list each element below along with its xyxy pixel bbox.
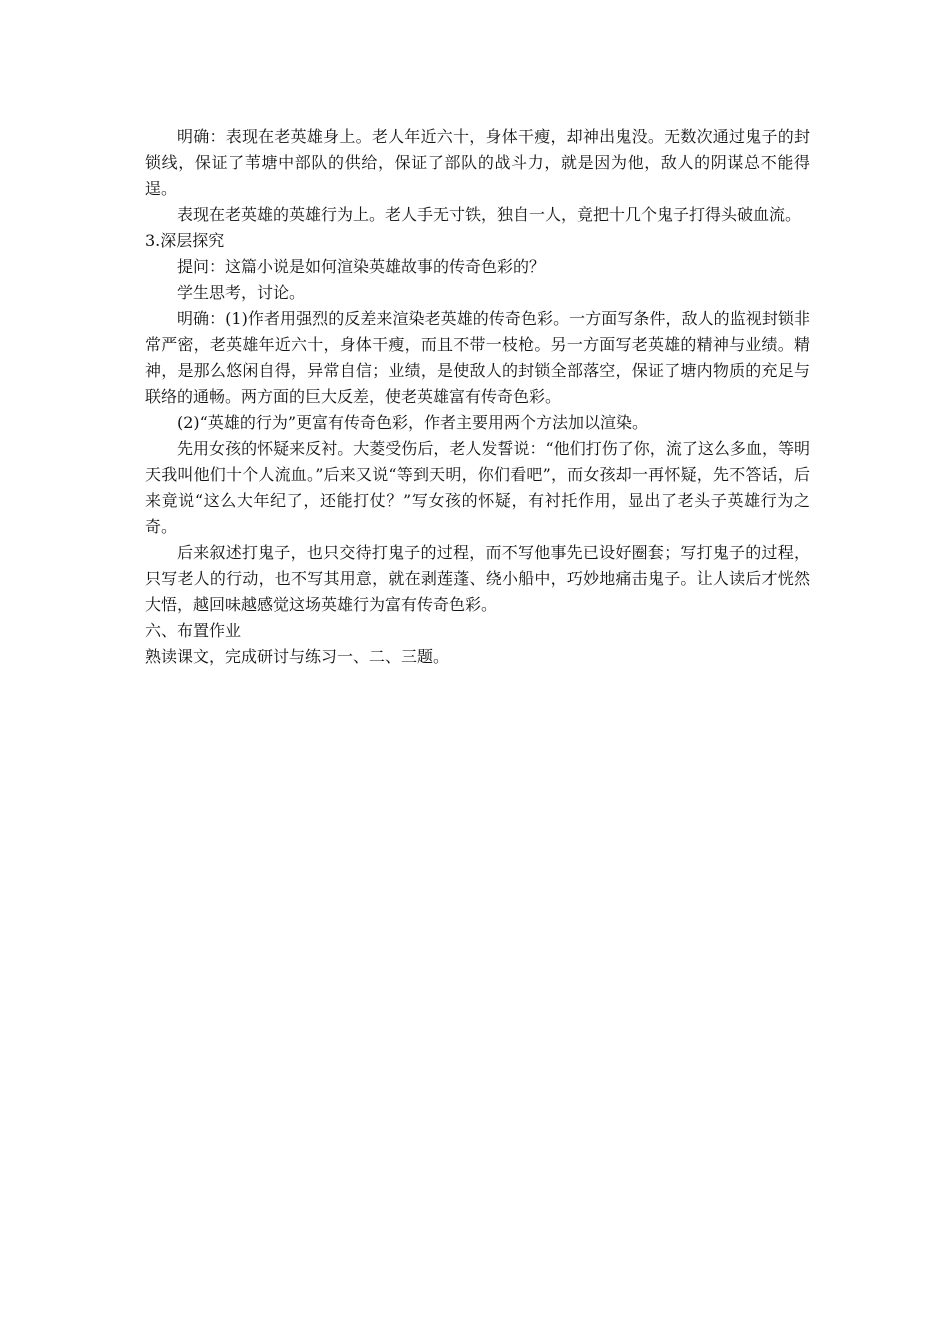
paragraph-answer-1: 明确：表现在老英雄身上。老人年近六十，身体干瘦，却神出鬼没。无数次通过鬼子的封锁线，保证了苇塘中部队的供给，保证了部队的战斗力，就是因为他，敌人的阴谋总不能得逞。 [145, 127, 810, 198]
paragraph-heroic-behavior: (2)“英雄的行为”更富有传奇色彩，作者主要用两个方法加以渲染。 [177, 413, 649, 432]
section-heading-deep-inquiry: 3.深层探究 [145, 231, 225, 250]
paragraph-homework: 熟读课文，完成研讨与练习一、二、三题。 [145, 647, 450, 666]
document-page [145, 124, 810, 670]
paragraph-question: 提问：这篇小说是如何渲染英雄故事的传奇色彩的？ [177, 257, 546, 276]
paragraph-girl-doubt: 先用女孩的怀疑来反衬。大菱受伤后，老人发誓说：“他们打伤了你，流了这么多血，等明天我叫他们十个人流血。”后来又说“等到天明，你们看吧”，而女孩却一再怀疑，先不答话，后来竟说“这么大年纪了，还能打仗？”写女孩的怀疑，有衬托作用，显出了老头子英雄行为之奇。 [145, 439, 810, 536]
paragraph-student-discussion: 学生思考，讨论。 [177, 283, 306, 302]
section-heading-homework: 六、布置作业 [145, 621, 242, 640]
paragraph-answer-2: 表现在老英雄的英雄行为上。老人手无寸铁，独自一人，竟把十几个鬼子打得头破血流。 [177, 205, 802, 224]
paragraph-fighting-narration: 后来叙述打鬼子，也只交待打鬼子的过程，而不写他事先已设好圈套；写打鬼子的过程，只写老人的行动，也不写其用意，就在剥莲蓬、绕小船中，巧妙地痛击鬼子。让人读后才恍然大悟，越回味越感觉这场英雄行为富有传奇色彩。 [145, 543, 810, 614]
paragraph-answer-contrast: 明确：(1)作者用强烈的反差来渲染老英雄的传奇色彩。一方面写条件，敌人的监视封锁非常严密，老英雄年近六十，身体干瘦，而且不带一枝枪。另一方面写老英雄的精神与业绩。精神，是那么悠闲自得，异常自信；业绩，是使敌人的封锁全部落空，保证了塘内物质的充足与联络的通畅。两方面的巨大反差，使老英雄富有传奇色彩。 [145, 309, 810, 406]
